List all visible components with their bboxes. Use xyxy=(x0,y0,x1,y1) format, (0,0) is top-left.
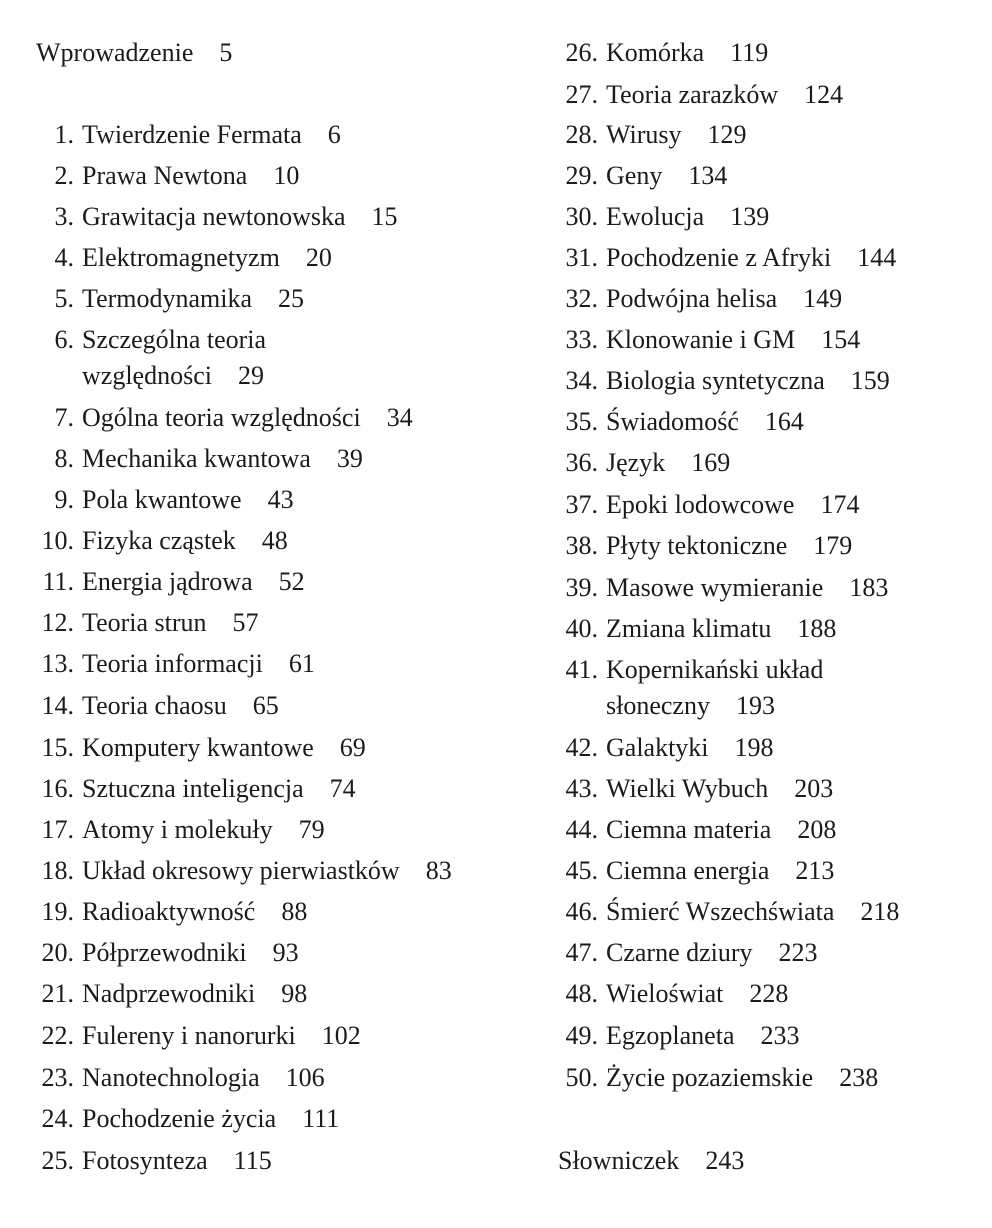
toc-entry-title: Ciemna materia xyxy=(606,815,772,844)
toc-entry-number: 46. xyxy=(565,897,598,926)
toc-entry-number: 16. xyxy=(41,774,74,803)
toc-entry-title: Kopernikański układ xyxy=(606,655,824,684)
toc-entry-page: 65 xyxy=(252,691,279,720)
toc-entry-number: 27. xyxy=(565,80,598,109)
toc-entry-title: Szczególna teoria xyxy=(82,325,267,354)
toc-entry[interactable] xyxy=(36,853,452,889)
toc-entry[interactable] xyxy=(36,646,315,682)
toc-entry-page: 88 xyxy=(281,897,308,926)
toc-entry[interactable] xyxy=(36,158,299,194)
toc-entry-number: 43. xyxy=(565,774,598,803)
toc-entry-number: 6. xyxy=(54,325,74,354)
toc-entry-title: Język xyxy=(606,448,666,477)
toc-entry[interactable] xyxy=(36,730,366,766)
toc-entry-title: Komórka xyxy=(606,38,705,67)
toc-entry-page: 10 xyxy=(273,161,300,190)
toc-entry[interactable] xyxy=(558,158,727,194)
toc-entry-page: 124 xyxy=(804,80,844,109)
toc-entry-number: 24. xyxy=(41,1104,74,1133)
toc-entry[interactable] xyxy=(36,688,279,724)
toc-entry-title: Energia jądrowa xyxy=(82,567,253,596)
toc-entry-title: Pochodzenie z Afryki xyxy=(606,243,832,272)
toc-entry-page: 48 xyxy=(261,526,288,555)
toc-entry-title: Teoria strun xyxy=(82,608,207,637)
toc-entry-title: Klonowanie i GM xyxy=(606,325,796,354)
toc-entry[interactable] xyxy=(36,976,307,1012)
toc-entry-title: Pochodzenie życia xyxy=(82,1104,277,1133)
toc-entry[interactable] xyxy=(558,570,888,606)
toc-entry-title: Komputery kwantowe xyxy=(82,733,314,762)
toc-entry-title: Elektromagnetyzm xyxy=(82,243,280,272)
toc-entry-number: 15. xyxy=(41,733,74,762)
toc-entry-title: Fotosynteza xyxy=(82,1146,208,1175)
toc-entry-page: 98 xyxy=(281,979,308,1008)
toc-entry[interactable] xyxy=(36,812,325,848)
toc-entry[interactable] xyxy=(36,894,307,930)
toc-entry-number: 30. xyxy=(565,202,598,231)
toc-entry-title: Zmiana klimatu xyxy=(606,614,772,643)
toc-entry-title: Twierdzenie Fermata xyxy=(82,120,302,149)
toc-entry-number: 50. xyxy=(565,1063,598,1092)
toc-entry-number: 2. xyxy=(54,161,74,190)
toc-entry-title: Nadprzewodniki xyxy=(82,979,256,1008)
toc-entry-number: 44. xyxy=(565,815,598,844)
toc-entry-number: 25. xyxy=(41,1146,74,1175)
toc-entry[interactable] xyxy=(558,611,836,647)
toc-entry-page: 79 xyxy=(298,815,325,844)
toc-entry[interactable] xyxy=(558,894,899,930)
toc-entry-title: Mechanika kwantowa xyxy=(82,444,311,473)
toc-entry[interactable] xyxy=(36,1060,325,1096)
toc-entry-title: Atomy i molekuły xyxy=(82,815,273,844)
toc-entry-title: Wieloświat xyxy=(606,979,724,1008)
toc-entry-page: 149 xyxy=(803,284,843,313)
toc-entry[interactable] xyxy=(558,771,833,807)
toc-entry-page: 39 xyxy=(336,444,363,473)
toc-entry-title: Fulereny i nanorurki xyxy=(82,1021,296,1050)
toc-entry-page: 129 xyxy=(707,120,747,149)
toc-entry[interactable] xyxy=(558,240,896,276)
toc-entry-number: 5. xyxy=(54,284,74,313)
toc-entry-number: 45. xyxy=(565,856,598,885)
toc-entry-page: 218 xyxy=(860,897,900,926)
toc-entry[interactable] xyxy=(558,281,842,317)
toc-entry-page: 154 xyxy=(821,325,861,354)
toc-entry-page: 164 xyxy=(764,407,804,436)
toc-entry-number: 37. xyxy=(565,490,598,519)
toc-entry-title: Ogólna teoria względności xyxy=(82,403,361,432)
toc-entry-number: 26. xyxy=(565,38,598,67)
toc-entry-page: 61 xyxy=(288,649,315,678)
toc-entry-page: 179 xyxy=(813,531,853,560)
toc-entry-intro[interactable] xyxy=(36,35,232,71)
toc-entry[interactable] xyxy=(558,487,859,523)
toc-entry-page: 83 xyxy=(425,856,452,885)
toc-entry-page: 188 xyxy=(797,614,837,643)
toc-entry[interactable] xyxy=(558,199,769,235)
toc-entry-number: 40. xyxy=(565,614,598,643)
toc-entry-number: 34. xyxy=(565,366,598,395)
toc-entry[interactable] xyxy=(558,1060,878,1096)
toc-entry-number: 10. xyxy=(41,526,74,555)
toc-entry-title: Egzoplaneta xyxy=(606,1021,735,1050)
toc-entry-page: 102 xyxy=(321,1021,361,1050)
toc-entry[interactable] xyxy=(558,730,774,766)
toc-entry-title: Teoria zarazków xyxy=(606,80,779,109)
toc-entry-number: 29. xyxy=(565,161,598,190)
toc-entry-title: Termodynamika xyxy=(82,284,253,313)
toc-entry-page: 208 xyxy=(797,815,837,844)
toc-entry-page: 213 xyxy=(795,856,835,885)
toc-entry[interactable] xyxy=(558,528,852,564)
toc-entry[interactable] xyxy=(558,117,747,153)
toc-entry[interactable] xyxy=(558,812,836,848)
toc-entry-number: 13. xyxy=(41,649,74,678)
toc-entry[interactable] xyxy=(36,1101,339,1137)
toc-entry-page: 134 xyxy=(688,161,728,190)
toc-entry[interactable] xyxy=(36,322,266,396)
toc-entry-page: 69 xyxy=(339,733,366,762)
toc-entry-number: 7. xyxy=(54,403,74,432)
toc-entry-glossary[interactable] xyxy=(558,1143,744,1179)
toc-entry-page: 233 xyxy=(760,1021,800,1050)
toc-entry[interactable] xyxy=(558,853,834,889)
toc-entry[interactable] xyxy=(36,771,356,807)
toc-entry-page: 34 xyxy=(386,403,413,432)
toc-entry-title: Prawa Newtona xyxy=(82,161,248,190)
toc-entry-page: 119 xyxy=(730,38,769,67)
toc-entry[interactable] xyxy=(36,117,341,153)
toc-entry[interactable] xyxy=(36,605,259,641)
toc-entry-number: 21. xyxy=(41,979,74,1008)
toc-entry-page: 106 xyxy=(285,1063,325,1092)
toc-entry-page: 193 xyxy=(735,691,775,720)
toc-entry-number: 4. xyxy=(54,243,74,272)
toc-entry-title: Życie pozaziemskie xyxy=(606,1063,814,1092)
toc-entry-number: 42. xyxy=(565,733,598,762)
toc-entry-title-continued: względności xyxy=(82,361,212,390)
toc-entry-title: Czarne dziury xyxy=(606,938,753,967)
toc-entry-page: 228 xyxy=(749,979,789,1008)
toc-entry-title: Galaktyki xyxy=(606,733,709,762)
toc-entry[interactable] xyxy=(558,652,823,726)
toc-entry-number: 33. xyxy=(565,325,598,354)
toc-entry-number: 41. xyxy=(565,655,598,684)
toc-entry-number: 20. xyxy=(41,938,74,967)
toc-entry-page: 29 xyxy=(237,361,264,390)
toc-entry-page: 159 xyxy=(850,366,890,395)
toc-entry-title: Wprowadzenie xyxy=(36,38,194,67)
toc-entry-number: 32. xyxy=(565,284,598,313)
toc-entry[interactable] xyxy=(36,199,398,235)
toc-entry-page: 198 xyxy=(734,733,774,762)
toc-entry-number: 8. xyxy=(54,444,74,473)
toc-entry-title: Ciemna energia xyxy=(606,856,770,885)
toc-entry-number: 17. xyxy=(41,815,74,844)
toc-entry-number: 14. xyxy=(41,691,74,720)
toc-entry-number: 49. xyxy=(565,1021,598,1050)
toc-entry-page: 174 xyxy=(820,490,860,519)
toc-entry-page: 25 xyxy=(278,284,305,313)
toc-entry-page: 74 xyxy=(329,774,356,803)
toc-entry-title: Wielki Wybuch xyxy=(606,774,769,803)
toc-entry-page: 20 xyxy=(305,243,332,272)
toc-entry-number: 18. xyxy=(41,856,74,885)
toc-entry-title: Ewolucja xyxy=(606,202,705,231)
toc-entry[interactable] xyxy=(558,77,843,113)
toc-entry-page: 223 xyxy=(778,938,818,967)
toc-entry-number: 19. xyxy=(41,897,74,926)
toc-entry-page: 15 xyxy=(371,202,398,231)
toc-entry[interactable] xyxy=(558,322,860,358)
toc-entry-page: 139 xyxy=(730,202,770,231)
toc-entry[interactable] xyxy=(558,445,730,481)
toc-entry[interactable] xyxy=(36,1143,272,1179)
toc-entry-number: 11. xyxy=(42,567,74,596)
toc-entry-title: Płyty tektoniczne xyxy=(606,531,788,560)
toc-entry-title: Teoria chaosu xyxy=(82,691,227,720)
toc-entry-number: 22. xyxy=(41,1021,74,1050)
toc-entry-title: Układ okresowy pierwiastków xyxy=(82,856,400,885)
toc-entry-number: 36. xyxy=(565,448,598,477)
toc-entry-number: 31. xyxy=(565,243,598,272)
toc-entry[interactable] xyxy=(558,1018,800,1054)
toc-entry-page: 111 xyxy=(302,1104,340,1133)
toc-entry[interactable] xyxy=(558,976,788,1012)
toc-entry-title: Słowniczek xyxy=(558,1146,680,1175)
toc-entry-page: 5 xyxy=(219,38,233,67)
toc-entry-page: 43 xyxy=(267,485,294,514)
toc-entry[interactable] xyxy=(36,441,363,477)
toc-entry-title: Śmierć Wszechświata xyxy=(606,897,835,926)
toc-entry-title: Świadomość xyxy=(606,407,739,436)
toc-entry-number: 39. xyxy=(565,573,598,602)
toc-entry-page: 93 xyxy=(272,938,299,967)
toc-entry-title: Pola kwantowe xyxy=(82,485,242,514)
toc-entry-page: 183 xyxy=(849,573,889,602)
toc-entry-number: 48. xyxy=(565,979,598,1008)
toc-entry[interactable] xyxy=(36,1018,361,1054)
toc-entry-page: 115 xyxy=(233,1146,272,1175)
toc-entry-page: 144 xyxy=(857,243,897,272)
toc-entry-title: Sztuczna inteligencja xyxy=(82,774,304,803)
toc-entry-number: 3. xyxy=(54,202,74,231)
toc-entry-page: 57 xyxy=(232,608,259,637)
toc-entry-page: 169 xyxy=(691,448,731,477)
toc-entry-number: 12. xyxy=(41,608,74,637)
toc-entry-number: 9. xyxy=(54,485,74,514)
toc-entry[interactable] xyxy=(558,404,804,440)
toc-entry[interactable] xyxy=(558,363,890,399)
toc-entry-title: Teoria informacji xyxy=(82,649,263,678)
toc-entry[interactable] xyxy=(36,281,304,317)
toc-entry-page: 6 xyxy=(327,120,341,149)
toc-entry[interactable] xyxy=(36,482,294,518)
toc-entry-title: Wirusy xyxy=(606,120,682,149)
toc-entry[interactable] xyxy=(36,935,299,971)
toc-entry-page: 203 xyxy=(794,774,834,803)
toc-entry-number: 47. xyxy=(565,938,598,967)
toc-entry-title: Masowe wymieranie xyxy=(606,573,824,602)
toc-entry-title: Biologia syntetyczna xyxy=(606,366,825,395)
toc-entry-number: 35. xyxy=(565,407,598,436)
toc-entry[interactable] xyxy=(36,240,332,276)
toc-entry-number: 1. xyxy=(54,120,74,149)
toc-entry-page: 52 xyxy=(278,567,305,596)
toc-entry-title: Radioaktywność xyxy=(82,897,256,926)
toc-entry-number: 28. xyxy=(565,120,598,149)
toc-entry-page: 243 xyxy=(705,1146,745,1175)
toc-entry-page: 238 xyxy=(839,1063,879,1092)
toc-entry-title: Epoki lodowcowe xyxy=(606,490,795,519)
toc-entry-title: Fizyka cząstek xyxy=(82,526,236,555)
toc-entry[interactable] xyxy=(558,35,768,71)
toc-entry-title: Nanotechnologia xyxy=(82,1063,260,1092)
toc-entry[interactable] xyxy=(558,935,818,971)
toc-entry-title: Podwójna helisa xyxy=(606,284,778,313)
toc-entry-title: Geny xyxy=(606,161,663,190)
toc-entry-title-continued: słoneczny xyxy=(606,691,710,720)
toc-entry-number: 23. xyxy=(41,1063,74,1092)
toc-entry-title: Grawitacja newtonowska xyxy=(82,202,346,231)
toc-entry[interactable] xyxy=(36,523,288,559)
toc-entry-number: 38. xyxy=(565,531,598,560)
toc-entry[interactable] xyxy=(36,400,413,436)
toc-entry-title: Półprzewodniki xyxy=(82,938,247,967)
toc-entry[interactable] xyxy=(36,564,305,600)
